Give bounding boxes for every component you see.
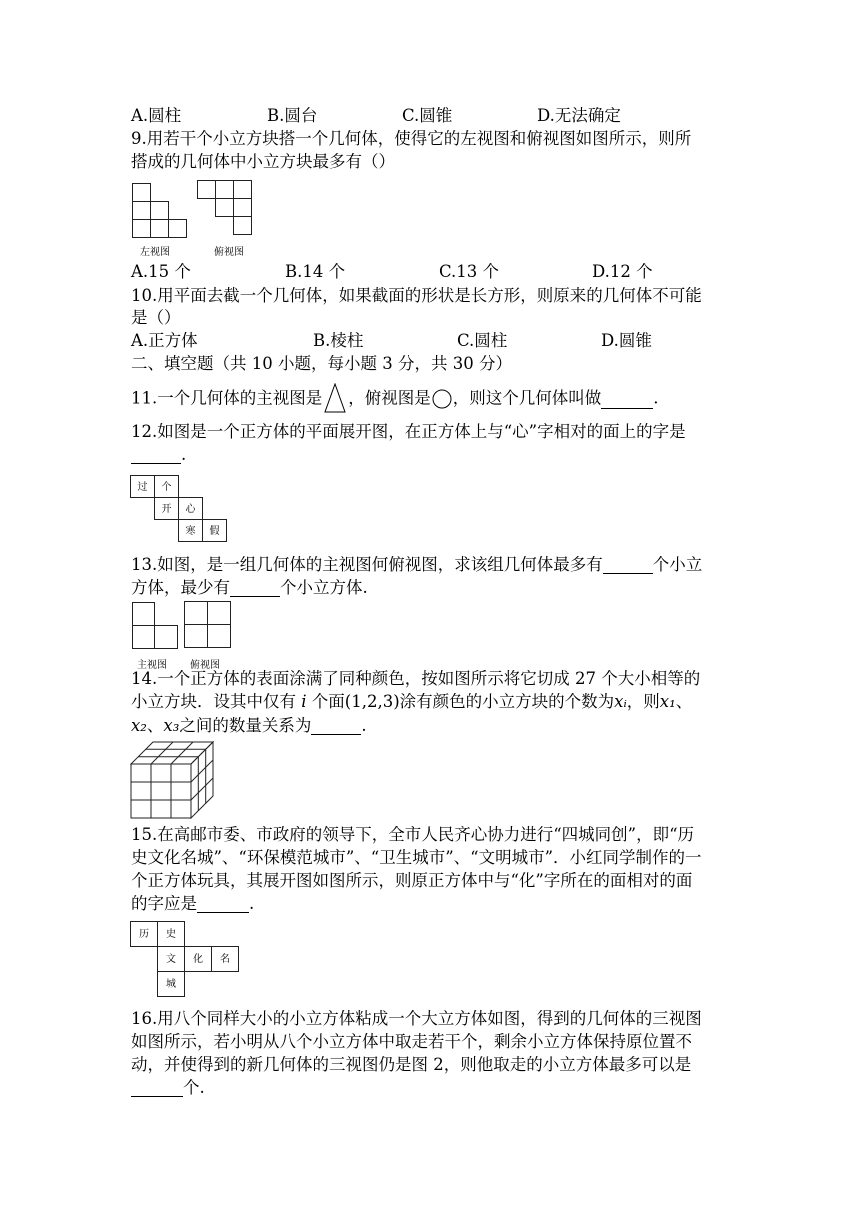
q9-option-c: C.13 个 [439,262,500,281]
triangle-icon [322,383,348,403]
q9-left-view-label: 左视图 [140,247,170,258]
q15-text-line1: 15.在高邮市委、市政府的领导下，全市人民齐心协力进行“四城同创”，即“历 [131,825,695,844]
q15-net-cell: 史 [166,929,176,940]
q10-text-line2: 是（） [131,308,181,327]
q14-line2d: 、 [675,692,693,711]
q12-text-line1: 12.如图是一个正方体的平面展开图，在正方体上与“心”字相对的面上的字是 [131,422,686,441]
q9-option-d: D.12 个 [592,262,653,281]
q10-option-c: C.圆柱 [457,331,508,350]
q13-front-view-figure [132,602,178,648]
q9-top-view-figure [197,180,253,236]
q15-net-cell: 文 [166,954,176,965]
q15-text-line3: 个正方体玩具，其展开图如图所示，则原正方体中与“化”字所在的面相对的面 [131,871,693,890]
q15-text-line2: 史文化名城”、“环保模范城市”、“卫生城市”、“文明城市”．小红同学制作的一 [131,848,702,867]
q14-line3b: 之间的数量关系为 [179,716,312,735]
q12-net-cell: 心 [185,504,196,515]
q13-line1a: 13.如图，是一组几何体的主视图何俯视图，求该组几何体最多有 [131,555,603,574]
q11-answer-blank [601,408,653,409]
q13-line2a: 方体，最少有 [131,578,230,597]
q12-net-cell: 假 [209,526,220,537]
q12-net-cell: 寒 [185,526,196,537]
q14-var-x3: x₃ [163,716,180,735]
q9-text-line2: 搭成的几何体中小立方块最多有（） [131,152,395,171]
q14-line3a: 、 [146,716,164,735]
q10-option-d: D.圆锥 [601,331,652,350]
q16-text-line2: 如图所示，若小明从八个小立方体中取走若干个，剩余小立方体保持原位置不 [131,1032,692,1051]
q14-text-line1: 14.一个正方体的表面涂满了同种颜色，按如图所示将它切成 27 个大小相等的 [131,669,701,688]
q14-text-line3 [131,718,367,735]
q14-var-i: i [301,692,307,711]
q12-net-cell: 个 [161,482,172,493]
q13-top-label: 俯视图 [190,660,220,671]
q10-option-b: B.棱柱 [313,331,364,350]
q8-option-a: A.圆柱 [131,106,182,125]
q11-part3: ，则这个几何体叫做 [452,388,602,408]
q14-text-line2 [131,694,692,711]
q13-text-line1 [131,557,702,574]
q14-line2c: ，则 [626,692,660,711]
q16-text-line1: 16.用八个同样大小的小立方体粘成一个大立方体如图，得到的几何体的三视图 [131,1009,702,1028]
q9-text-line1: 9.用若干个小立方块搭一个几何体，使得它的左视图和俯视图如图所示，则所 [131,129,692,148]
q15-end: . [249,894,255,913]
q11-part1: 11.一个几何体的主视图是 [131,388,323,408]
q13-line1b: 个小立 [652,555,703,574]
q15-net-cell: 历 [139,929,149,940]
q12-net-cell: 开 [161,504,172,515]
q16-text-line3: 动，并使得到的新几何体的三视图仍是图 2，则他取走的小立方体最多可以是 [131,1055,692,1074]
q12-net-figure [130,475,226,545]
q13-text-line2 [131,580,368,597]
q16-text-line4 [131,1080,205,1097]
q9-top-view-label: 俯视图 [214,247,244,258]
q13-min-blank [230,596,280,597]
q10-option-a: A.正方体 [131,331,198,350]
q13-max-blank [603,573,653,574]
q8-option-d: D.无法确定 [537,106,621,125]
q14-var-xi: xᵢ [614,692,627,711]
q13-front-label: 主视图 [137,660,167,671]
q8-option-c: C.圆锥 [402,106,453,125]
q15-line4a: 的字应是 [131,894,197,913]
q16-end: 个. [183,1078,205,1097]
q13-line2b: 个小立方体. [280,578,368,597]
q11-text [131,389,659,409]
q14-answer-blank [311,734,361,735]
q12-answer-blank [131,463,181,464]
q12-net-cell: 过 [137,482,148,493]
q12-end: . [181,445,187,464]
q15-net-cell: 名 [220,954,230,965]
q13-top-view-figure [184,601,231,648]
q9-option-b: B.14 个 [285,262,346,281]
q16-answer-blank [131,1096,183,1097]
q15-answer-blank [197,912,249,913]
q14-line2a: 小立方块．设其中仅有 [131,692,296,711]
q9-left-view-figure [132,183,188,239]
q14-var-x2: x₂ [131,716,147,735]
q8-option-b: B.圆台 [267,106,318,125]
q14-cube-figure [130,741,214,819]
q12-text-line2 [131,447,186,464]
q9-option-a: A.15 个 [131,262,191,281]
q14-var-x1: x₁ [659,692,676,711]
q14-end: . [361,716,367,735]
q15-net-figure [130,921,240,999]
q10-text-line1: 10.用平面去截一个几何体，如果截面的形状是长方形，则原来的几何体不可能 [131,286,702,305]
q11-end: . [653,388,659,408]
section-heading: 二、填空题（共 10 小题，每小题 3 分，共 30 分） [131,354,512,373]
q15-text-line4 [131,896,254,913]
q15-net-cell: 城 [166,979,176,990]
q15-net-cell: 化 [193,954,203,965]
q14-line2b: 个面(1,2,3)涂有颜色的小立方块的个数为 [311,692,615,711]
q11-part2: ，俯视图是 [348,388,431,408]
circle-icon [431,389,453,409]
